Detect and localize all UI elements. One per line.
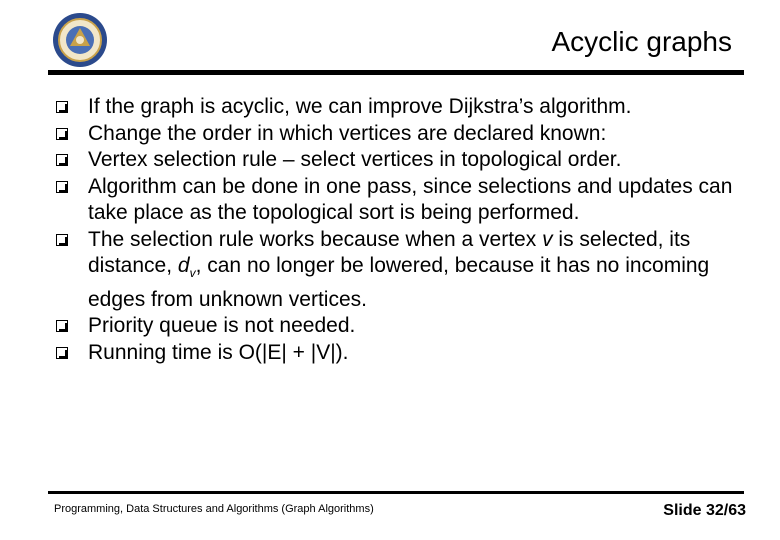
checkbox-bullet-icon: [56, 234, 68, 246]
footer-course-title: Programming, Data Structures and Algorithms (Graph Algorithms): [54, 503, 374, 515]
checkbox-bullet-icon: [56, 347, 68, 359]
checkbox-bullet-icon: [56, 320, 68, 332]
footer-divider: [48, 491, 744, 494]
slide-number: Slide 32/63: [663, 502, 746, 519]
checkbox-bullet-icon: [56, 154, 68, 166]
bullet-item: [56, 121, 756, 148]
bullet-list: [56, 94, 756, 366]
slide-title: Acyclic graphs: [551, 26, 732, 57]
distance-variable: d: [177, 254, 190, 277]
checkbox-bullet-icon: [56, 128, 68, 140]
bullet-item: [56, 94, 756, 121]
bullet-item: [56, 147, 756, 174]
bullet-text: The selection rule works because when a vertex v is selected, its distance, $d_v$, can no longer be lowered, because it has no incoming edges from unknown vertices.: [88, 227, 710, 311]
bullet-item: [56, 227, 756, 314]
checkbox-bullet-icon: [56, 181, 68, 193]
checkbox-bullet-icon: [56, 101, 68, 113]
bullet-item: [56, 340, 756, 367]
bullet-text: Running time is O(|E| + |V|).: [88, 340, 349, 364]
bullet-text: If the graph is acyclic, we can improve Dijkstra’s algorithm.: [88, 95, 632, 118]
bullet-text: Algorithm can be done in one pass, since selections and updates can take place as the topological sort is being performed.: [88, 174, 733, 224]
bullet-text: Change the order in which vertices are declared known:: [88, 121, 607, 145]
university-seal-icon: [52, 12, 108, 68]
distance-subscript: v: [189, 266, 196, 281]
title-divider: [48, 70, 744, 75]
vertex-variable: v: [542, 227, 553, 251]
bullet-item: [56, 313, 756, 340]
bullet-text: Priority queue is not needed.: [88, 314, 356, 338]
bullet-text: Vertex selection rule – select vertices in topological order.: [88, 148, 622, 171]
bullet-item: [56, 174, 756, 227]
